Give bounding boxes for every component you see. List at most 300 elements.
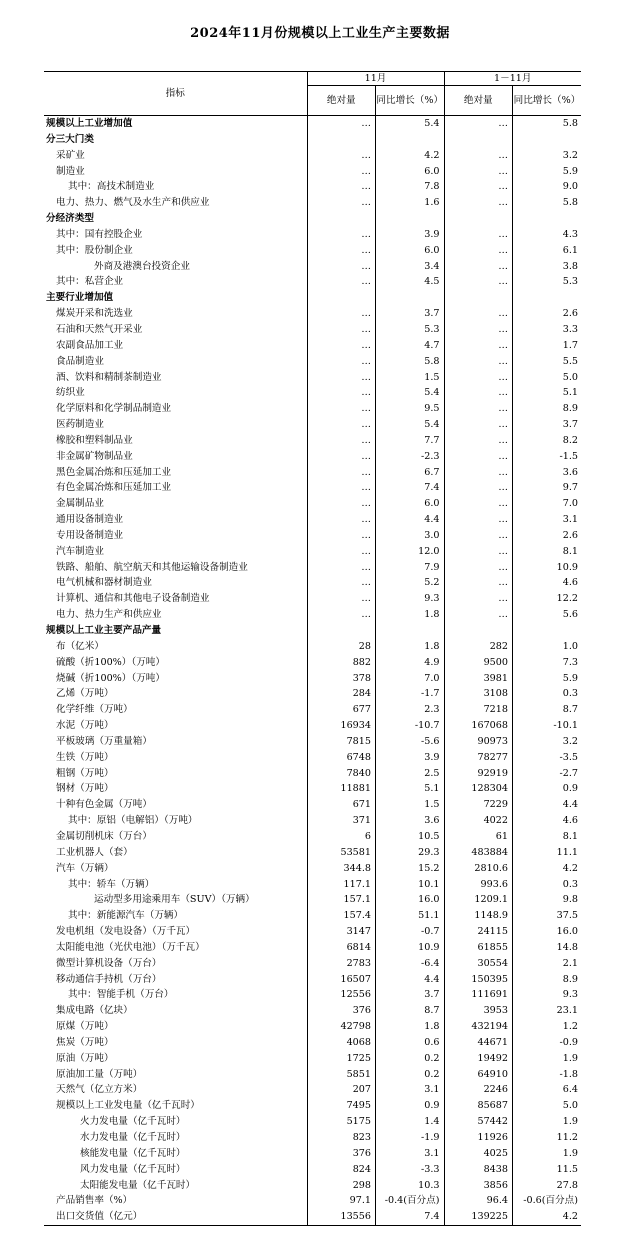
table-row xyxy=(44,671,581,687)
cell-absolute-nov: … xyxy=(307,195,376,211)
table-row xyxy=(44,433,581,449)
cell-yoy-ytd: 9.0 xyxy=(562,181,578,193)
cell-absolute-ytd: … xyxy=(444,544,513,560)
table-row xyxy=(44,1082,581,1098)
cell-yoy-ytd: 5.9 xyxy=(562,165,578,177)
row-indicator: 采矿业 xyxy=(44,148,307,164)
cell-absolute-ytd: … xyxy=(444,401,513,417)
cell-yoy-nov: -6.4 xyxy=(376,956,445,972)
table-row xyxy=(44,465,581,481)
row-indicator: 其中：原铝（电解铝）（万吨） xyxy=(44,813,307,829)
cell-absolute-nov xyxy=(307,132,376,148)
cell-absolute-ytd: 150395 xyxy=(444,972,513,988)
cell-yoy-ytd: 0.9 xyxy=(562,783,578,795)
row-indicator: 太阳能发电量（亿千瓦时） xyxy=(44,1178,307,1194)
cell-absolute-ytd: … xyxy=(444,512,513,528)
cell-absolute-nov: … xyxy=(307,480,376,496)
row-indicator: 纺织业 xyxy=(44,385,307,401)
cell-yoy-nov: 1.8 xyxy=(376,639,445,655)
cell-yoy-ytd: 5.8 xyxy=(562,118,578,129)
cell-yoy-ytd xyxy=(513,132,582,148)
cell-yoy-nov: 3.1 xyxy=(376,1082,445,1098)
cell-yoy-nov: 1.5 xyxy=(376,370,445,386)
table-row xyxy=(44,322,581,338)
cell-yoy-nov: 3.6 xyxy=(376,813,445,829)
cell-absolute-ytd: 9500 xyxy=(444,655,513,671)
cell-yoy-nov: 1.4 xyxy=(376,1114,445,1130)
row-indicator: 石油和天然气开采业 xyxy=(44,322,307,338)
cell-yoy-ytd: -1.8 xyxy=(559,1068,578,1080)
cell-yoy-nov: 1.6 xyxy=(376,195,445,211)
cell-absolute-nov: … xyxy=(307,417,376,433)
cell-yoy-nov: 1.8 xyxy=(376,607,445,623)
table-row xyxy=(44,164,581,180)
table-row xyxy=(44,1162,581,1178)
cell-yoy-ytd: 9.3 xyxy=(562,989,578,1001)
cell-yoy-nov: 16.0 xyxy=(376,892,445,908)
cell-absolute-nov: … xyxy=(307,591,376,607)
cell-absolute-nov: … xyxy=(307,227,376,243)
table-row xyxy=(44,1114,581,1130)
row-indicator: 其中：智能手机（万台） xyxy=(44,987,307,1003)
row-indicator: 平板玻璃（万重量箱） xyxy=(44,734,307,750)
table-row xyxy=(44,259,581,275)
cell-absolute-ytd: 8438 xyxy=(444,1162,513,1178)
cell-yoy-nov: 6.7 xyxy=(376,465,445,481)
cell-yoy-nov: 6.0 xyxy=(376,496,445,512)
cell-absolute-nov: … xyxy=(307,306,376,322)
cell-yoy-ytd: 12.2 xyxy=(556,593,578,605)
cell-absolute-nov: 16507 xyxy=(307,972,376,988)
cell-absolute-nov: … xyxy=(307,465,376,481)
cell-absolute-nov: … xyxy=(307,116,376,132)
cell-absolute-nov: 53581 xyxy=(307,845,376,861)
cell-yoy-nov: 7.8 xyxy=(376,179,445,195)
cell-yoy-nov: -10.7 xyxy=(376,718,445,734)
cell-yoy-ytd: 8.1 xyxy=(562,830,578,842)
row-indicator: 原油加工量（万吨） xyxy=(44,1067,307,1083)
table-row xyxy=(44,1035,581,1051)
cell-absolute-ytd: 2246 xyxy=(444,1082,513,1098)
cell-absolute-ytd: 432194 xyxy=(444,1019,513,1035)
cell-yoy-ytd: -10.1 xyxy=(553,720,578,732)
cell-absolute-ytd: … xyxy=(444,370,513,386)
cell-yoy-ytd: 5.5 xyxy=(562,355,578,367)
row-indicator: 移动通信手持机（万台） xyxy=(44,972,307,988)
table-row xyxy=(44,987,581,1003)
cell-yoy-nov: 5.4 xyxy=(376,116,445,132)
cell-absolute-nov: 4068 xyxy=(307,1035,376,1051)
table-row xyxy=(44,544,581,560)
cell-absolute-nov: 284 xyxy=(307,686,376,702)
row-indicator: 硫酸（折100%）（万吨） xyxy=(44,655,307,671)
cell-absolute-nov: 1725 xyxy=(307,1051,376,1067)
cell-yoy-ytd: 3.7 xyxy=(562,419,578,431)
row-indicator: 原油（万吨） xyxy=(44,1051,307,1067)
cell-yoy-ytd: 1.9 xyxy=(562,1147,578,1159)
table-row xyxy=(44,861,581,877)
row-indicator: 水力发电量（亿千瓦时） xyxy=(44,1130,307,1146)
cell-absolute-ytd: … xyxy=(444,116,513,132)
cell-absolute-ytd: … xyxy=(444,591,513,607)
cell-yoy-ytd: -3.5 xyxy=(559,751,578,763)
cell-yoy-ytd: 27.8 xyxy=(556,1179,578,1191)
cell-yoy-nov: 4.9 xyxy=(376,655,445,671)
cell-absolute-nov: … xyxy=(307,385,376,401)
cell-absolute-nov: 117.1 xyxy=(307,877,376,893)
row-indicator: 粗钢（万吨） xyxy=(44,766,307,782)
cell-absolute-nov: … xyxy=(307,607,376,623)
cell-absolute-nov: … xyxy=(307,575,376,591)
row-indicator: 有色金属冶炼和压延加工业 xyxy=(44,480,307,496)
cell-absolute-ytd: … xyxy=(444,354,513,370)
cell-yoy-nov: -3.3 xyxy=(376,1162,445,1178)
cell-yoy-ytd: 3.1 xyxy=(562,514,578,526)
row-indicator: 太阳能电池（光伏电池）（万千瓦） xyxy=(44,940,307,956)
cell-absolute-nov: 12556 xyxy=(307,987,376,1003)
cell-absolute-nov: … xyxy=(307,274,376,290)
header-absolute-ytd: 绝对量 xyxy=(444,86,513,116)
table-row xyxy=(44,401,581,417)
cell-yoy-nov: 3.9 xyxy=(376,750,445,766)
cell-yoy-ytd xyxy=(513,211,582,227)
cell-absolute-ytd: 78277 xyxy=(444,750,513,766)
row-indicator: 乙烯（万吨） xyxy=(44,686,307,702)
cell-absolute-ytd: 57442 xyxy=(444,1114,513,1130)
cell-absolute-nov: … xyxy=(307,512,376,528)
table-row xyxy=(44,148,581,164)
cell-absolute-ytd: … xyxy=(444,433,513,449)
row-indicator: 橡胶和塑料制品业 xyxy=(44,433,307,449)
cell-yoy-ytd: 4.6 xyxy=(562,815,578,827)
row-indicator: 酒、饮料和精制茶制造业 xyxy=(44,370,307,386)
table-row xyxy=(44,797,581,813)
header-yoy-ytd: 同比增长（%） xyxy=(513,95,581,106)
cell-absolute-ytd: … xyxy=(444,259,513,275)
table-row xyxy=(44,940,581,956)
cell-absolute-ytd: … xyxy=(444,480,513,496)
row-indicator: 其中：轿车（万辆） xyxy=(44,877,307,893)
cell-yoy-nov: 3.7 xyxy=(376,987,445,1003)
cell-yoy-ytd: 0.3 xyxy=(562,688,578,700)
table-row xyxy=(44,972,581,988)
cell-absolute-ytd: 128304 xyxy=(444,781,513,797)
cell-yoy-nov: 10.3 xyxy=(376,1178,445,1194)
cell-yoy-nov: 2.5 xyxy=(376,766,445,782)
cell-absolute-nov: … xyxy=(307,544,376,560)
cell-absolute-nov: … xyxy=(307,433,376,449)
row-indicator: 产品销售率（%） xyxy=(44,1193,307,1209)
cell-absolute-nov: 42798 xyxy=(307,1019,376,1035)
cell-yoy-nov: 3.1 xyxy=(376,1146,445,1162)
cell-absolute-nov: 371 xyxy=(307,813,376,829)
cell-absolute-nov: … xyxy=(307,354,376,370)
cell-yoy-nov: 3.0 xyxy=(376,528,445,544)
cell-yoy-ytd: -0.6(百分点) xyxy=(523,1195,578,1207)
table-row xyxy=(44,1098,581,1114)
cell-yoy-nov: 0.6 xyxy=(376,1035,445,1051)
cell-absolute-nov: 5851 xyxy=(307,1067,376,1083)
cell-yoy-ytd: 1.2 xyxy=(562,1021,578,1033)
cell-yoy-ytd: 7.3 xyxy=(562,656,578,668)
cell-absolute-ytd: 30554 xyxy=(444,956,513,972)
cell-yoy-ytd: 2.6 xyxy=(562,308,578,320)
table-row xyxy=(44,385,581,401)
cell-absolute-ytd: … xyxy=(444,227,513,243)
cell-yoy-ytd: 1.0 xyxy=(562,640,578,652)
cell-absolute-ytd: … xyxy=(444,148,513,164)
cell-yoy-nov: 5.1 xyxy=(376,781,445,797)
table-row xyxy=(44,132,581,148)
page-title: 2024年11月份规模以上工业生产主要数据 xyxy=(190,26,450,41)
table-row xyxy=(44,1146,581,1162)
cell-absolute-ytd xyxy=(444,211,513,227)
cell-yoy-nov: 10.1 xyxy=(376,877,445,893)
row-indicator: 规模以上工业增加值 xyxy=(44,116,307,132)
cell-yoy-ytd: 0.3 xyxy=(562,878,578,890)
table-row xyxy=(44,781,581,797)
header-period-ytd: 1－11月 xyxy=(444,72,581,86)
row-indicator: 化学纤维（万吨） xyxy=(44,702,307,718)
table-row xyxy=(44,702,581,718)
cell-absolute-ytd: 7229 xyxy=(444,797,513,813)
cell-absolute-nov: 2783 xyxy=(307,956,376,972)
cell-absolute-ytd: … xyxy=(444,306,513,322)
row-indicator: 钢材（万吨） xyxy=(44,781,307,797)
cell-yoy-nov: 7.9 xyxy=(376,560,445,576)
cell-absolute-ytd: 993.6 xyxy=(444,877,513,893)
cell-absolute-nov: 13556 xyxy=(307,1209,376,1225)
cell-yoy-nov: 7.4 xyxy=(376,480,445,496)
cell-yoy-ytd xyxy=(513,290,582,306)
cell-absolute-ytd: 3953 xyxy=(444,1003,513,1019)
cell-yoy-nov: 8.7 xyxy=(376,1003,445,1019)
cell-yoy-nov: 5.4 xyxy=(376,417,445,433)
table-row xyxy=(44,623,581,639)
row-indicator: 集成电路（亿块） xyxy=(44,1003,307,1019)
table-row xyxy=(44,1130,581,1146)
cell-absolute-nov: 207 xyxy=(307,1082,376,1098)
cell-absolute-nov: … xyxy=(307,322,376,338)
cell-absolute-nov: 7840 xyxy=(307,766,376,782)
cell-yoy-ytd: 8.1 xyxy=(562,545,578,557)
cell-absolute-nov: … xyxy=(307,496,376,512)
cell-absolute-nov: … xyxy=(307,179,376,195)
cell-yoy-ytd: 4.6 xyxy=(562,577,578,589)
cell-yoy-ytd xyxy=(513,623,582,639)
row-indicator: 金属制品业 xyxy=(44,496,307,512)
table-row xyxy=(44,607,581,623)
cell-absolute-ytd: … xyxy=(444,607,513,623)
table-row xyxy=(44,512,581,528)
cell-yoy-ytd: 23.1 xyxy=(556,1005,578,1017)
cell-absolute-ytd: … xyxy=(444,195,513,211)
cell-absolute-nov: 378 xyxy=(307,671,376,687)
cell-yoy-nov: -0.4(百分点) xyxy=(376,1193,445,1209)
header-absolute-nov: 绝对量 xyxy=(307,86,376,116)
cell-absolute-nov: … xyxy=(307,449,376,465)
cell-yoy-nov: -1.9 xyxy=(376,1130,445,1146)
cell-yoy-nov: 4.4 xyxy=(376,512,445,528)
cell-yoy-ytd: 4.2 xyxy=(562,1211,578,1223)
cell-absolute-nov: 671 xyxy=(307,797,376,813)
cell-absolute-nov: 677 xyxy=(307,702,376,718)
cell-absolute-nov: … xyxy=(307,164,376,180)
cell-yoy-nov: 1.5 xyxy=(376,797,445,813)
cell-absolute-nov xyxy=(307,290,376,306)
cell-absolute-ytd: 11926 xyxy=(444,1130,513,1146)
cell-yoy-nov: 5.2 xyxy=(376,575,445,591)
cell-yoy-ytd: 1.7 xyxy=(562,339,578,351)
cell-yoy-ytd: 5.0 xyxy=(562,1100,578,1112)
row-indicator: 运动型多用途乘用车（SUV）（万辆） xyxy=(44,892,307,908)
cell-absolute-nov xyxy=(307,623,376,639)
table-row xyxy=(44,179,581,195)
cell-absolute-nov: … xyxy=(307,370,376,386)
cell-yoy-nov xyxy=(376,290,445,306)
cell-absolute-ytd: 64910 xyxy=(444,1067,513,1083)
row-indicator: 焦炭（万吨） xyxy=(44,1035,307,1051)
cell-yoy-nov: 7.4 xyxy=(376,1209,445,1225)
cell-yoy-ytd: 8.9 xyxy=(562,403,578,415)
row-indicator: 医药制造业 xyxy=(44,417,307,433)
cell-yoy-ytd: 9.7 xyxy=(562,482,578,494)
cell-absolute-ytd xyxy=(444,623,513,639)
cell-yoy-nov: 3.9 xyxy=(376,227,445,243)
cell-yoy-nov: 5.3 xyxy=(376,322,445,338)
cell-yoy-nov: 4.5 xyxy=(376,274,445,290)
row-indicator: 其中：高技术制造业 xyxy=(44,179,307,195)
table-row xyxy=(44,1178,581,1194)
cell-yoy-ytd: 8.2 xyxy=(562,434,578,446)
cell-yoy-nov: 1.8 xyxy=(376,1019,445,1035)
cell-absolute-nov: … xyxy=(307,243,376,259)
row-indicator: 火力发电量（亿千瓦时） xyxy=(44,1114,307,1130)
row-indicator: 汽车制造业 xyxy=(44,544,307,560)
cell-yoy-ytd: -2.7 xyxy=(559,767,578,779)
cell-yoy-ytd: 6.1 xyxy=(562,244,578,256)
cell-yoy-nov: 10.9 xyxy=(376,940,445,956)
cell-yoy-ytd: 6.4 xyxy=(562,1084,578,1096)
table-row xyxy=(44,449,581,465)
cell-absolute-ytd: … xyxy=(444,243,513,259)
table-row xyxy=(44,243,581,259)
cell-yoy-ytd: 4.3 xyxy=(562,228,578,240)
row-indicator: 十种有色金属（万吨） xyxy=(44,797,307,813)
cell-absolute-ytd: 90973 xyxy=(444,734,513,750)
cell-yoy-nov: 4.7 xyxy=(376,338,445,354)
table-row xyxy=(44,639,581,655)
row-indicator: 化学原料和化学制品制造业 xyxy=(44,401,307,417)
cell-yoy-nov: 5.8 xyxy=(376,354,445,370)
row-indicator: 食品制造业 xyxy=(44,354,307,370)
row-indicator: 主要行业增加值 xyxy=(44,290,307,306)
cell-absolute-ytd: … xyxy=(444,575,513,591)
table-row xyxy=(44,829,581,845)
table-row xyxy=(44,877,581,893)
row-indicator: 分经济类型 xyxy=(44,211,307,227)
table-row xyxy=(44,1051,581,1067)
cell-absolute-ytd: 7218 xyxy=(444,702,513,718)
cell-absolute-ytd: 19492 xyxy=(444,1051,513,1067)
cell-yoy-nov: 10.5 xyxy=(376,829,445,845)
row-indicator: 分三大门类 xyxy=(44,132,307,148)
cell-absolute-nov: 28 xyxy=(307,639,376,655)
cell-absolute-ytd: … xyxy=(444,179,513,195)
table-row xyxy=(44,1193,581,1209)
cell-yoy-nov: 0.2 xyxy=(376,1067,445,1083)
cell-absolute-nov: 344.8 xyxy=(307,861,376,877)
row-indicator: 通用设备制造业 xyxy=(44,512,307,528)
row-indicator: 烧碱（折100%）（万吨） xyxy=(44,671,307,687)
cell-absolute-nov xyxy=(307,211,376,227)
cell-absolute-ytd: … xyxy=(444,417,513,433)
row-indicator: 布（亿米） xyxy=(44,639,307,655)
cell-yoy-nov: -1.7 xyxy=(376,686,445,702)
cell-absolute-ytd: 3981 xyxy=(444,671,513,687)
table-row xyxy=(44,892,581,908)
cell-absolute-nov: 823 xyxy=(307,1130,376,1146)
cell-absolute-nov: 16934 xyxy=(307,718,376,734)
table-row xyxy=(44,766,581,782)
row-indicator: 计算机、通信和其他电子设备制造业 xyxy=(44,591,307,607)
cell-yoy-ytd: 3.3 xyxy=(562,323,578,335)
row-indicator: 农副食品加工业 xyxy=(44,338,307,354)
cell-absolute-ytd: 24115 xyxy=(444,924,513,940)
table-row xyxy=(44,560,581,576)
cell-absolute-ytd: 3108 xyxy=(444,686,513,702)
cell-yoy-nov: 12.0 xyxy=(376,544,445,560)
table-row xyxy=(44,528,581,544)
cell-yoy-ytd: 4.2 xyxy=(562,862,578,874)
cell-absolute-nov: … xyxy=(307,259,376,275)
row-indicator: 电力、热力、燃气及水生产和供应业 xyxy=(44,195,307,211)
row-indicator: 非金属矿物制品业 xyxy=(44,449,307,465)
row-indicator: 汽车（万辆） xyxy=(44,861,307,877)
row-indicator: 电气机械和器材制造业 xyxy=(44,575,307,591)
cell-yoy-nov: 0.2 xyxy=(376,1051,445,1067)
cell-yoy-nov: 51.1 xyxy=(376,908,445,924)
cell-absolute-ytd: 1148.9 xyxy=(444,908,513,924)
cell-yoy-ytd: 2.6 xyxy=(562,529,578,541)
cell-yoy-ytd: 3.8 xyxy=(562,260,578,272)
cell-absolute-ytd: 282 xyxy=(444,639,513,655)
cell-absolute-ytd: … xyxy=(444,528,513,544)
cell-absolute-nov: 157.4 xyxy=(307,908,376,924)
cell-yoy-nov xyxy=(376,623,445,639)
cell-absolute-nov: … xyxy=(307,148,376,164)
cell-yoy-ytd: 5.8 xyxy=(562,197,578,209)
cell-absolute-ytd: 61855 xyxy=(444,940,513,956)
cell-absolute-ytd: 167068 xyxy=(444,718,513,734)
table-row xyxy=(44,655,581,671)
cell-absolute-ytd: … xyxy=(444,560,513,576)
cell-absolute-nov: 7495 xyxy=(307,1098,376,1114)
cell-yoy-ytd: 1.9 xyxy=(562,1052,578,1064)
row-indicator: 其中：股份制企业 xyxy=(44,243,307,259)
cell-absolute-ytd: … xyxy=(444,274,513,290)
cell-yoy-nov: 15.2 xyxy=(376,861,445,877)
cell-yoy-ytd: 1.9 xyxy=(562,1116,578,1128)
header-indicator: 指标 xyxy=(44,72,307,116)
row-indicator: 专用设备制造业 xyxy=(44,528,307,544)
row-indicator: 制造业 xyxy=(44,164,307,180)
table-row xyxy=(44,1067,581,1083)
cell-yoy-nov: 4.2 xyxy=(376,148,445,164)
cell-yoy-ytd: -0.9 xyxy=(559,1036,578,1048)
cell-yoy-ytd: 2.1 xyxy=(562,957,578,969)
cell-yoy-ytd: 16.0 xyxy=(556,926,578,938)
